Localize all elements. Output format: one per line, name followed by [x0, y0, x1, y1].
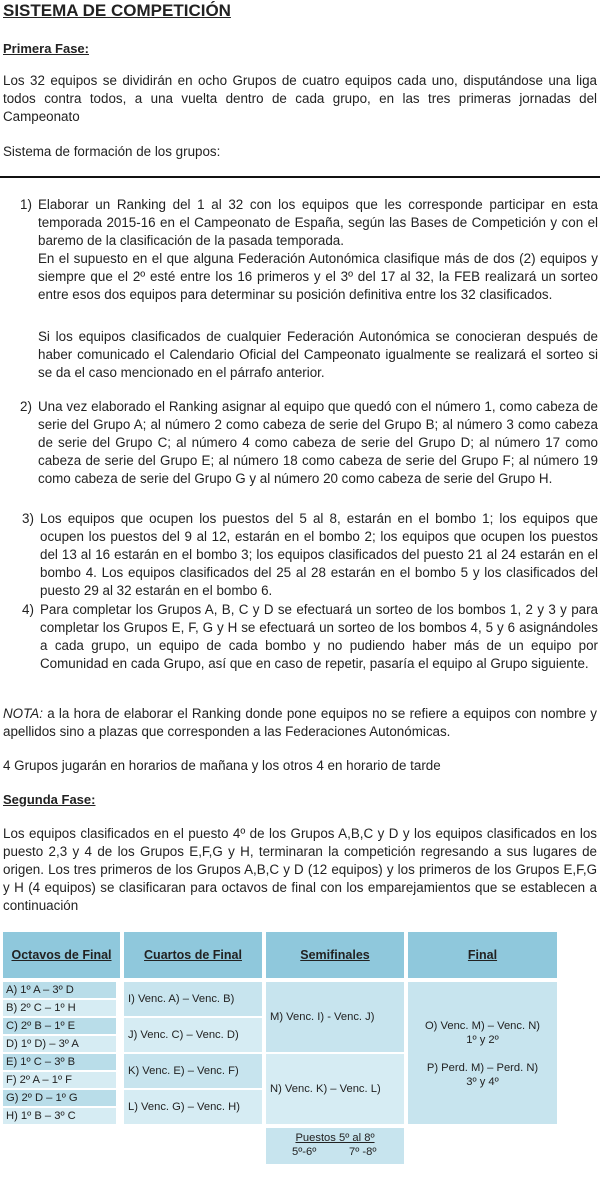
nota-paragraph [3, 705, 597, 741]
final-places-3-4: 3º y 4º [466, 1076, 499, 1088]
octavos-row: F) 2º A – 1º F [3, 1072, 116, 1088]
item-2-para: Una vez elaborado el Ranking asignar al equipo que quedó con el número 1, como cabeza de serie del Grupo A; al número 2 como cabeza de serie del Grupo B; al número 3 como cabeza de serie del Grupo C; al número 4 como cabeza de serie del Grupo D; al número 17 como cabeza de serie del Grupo E; al número 18 como cabeza de serie del Grupo F; al número 19 como cabeza de serie del Grupo G y al número 20 como cabeza de serie del Grupo H. [38, 399, 598, 486]
item-1-para-2: En el supuesto en el que alguna Federación Autonómica clasifique más de dos (2) equipos y siempre que el 2º esté entre los 16 primeros y el 3º del 17 al 32, la FEB realizará un sorteo entre esos dos equipos para determinar su posición definitiva entre los 32 clasificados. [38, 251, 598, 302]
final-match-o: O) Venc. M) – Venc. N) [424, 1020, 541, 1032]
item-4-number: 4) [22, 602, 34, 617]
puestos-5-6: 5º-6º [292, 1146, 317, 1158]
item-3-number: 3) [22, 511, 34, 526]
final-places-1-2: 1º y 2º [466, 1034, 499, 1046]
item-2-number: 2) [20, 399, 32, 414]
header-final: Final [408, 932, 557, 978]
final-match-p: P) Perd. M) – Perd. N) [426, 1062, 539, 1074]
cuartos-cell: L) Venc. G) – Venc. H) [124, 1090, 262, 1124]
cuartos-cell: K) Venc. E) – Venc. F) [124, 1054, 262, 1088]
divider [0, 176, 600, 178]
octavos-row: D) 1º D) – 3º A [3, 1036, 116, 1052]
octavos-row: H) 1º B – 3º C [3, 1108, 116, 1124]
segunda-fase-heading: Segunda Fase: [3, 792, 96, 807]
page-title: SISTEMA DE COMPETICIÓN [3, 1, 231, 20]
primera-fase-heading: Primera Fase: [3, 41, 89, 56]
horarios-text: 4 Grupos jugarán en horarios de mañana y los otros 4 en horario de tarde [3, 758, 441, 773]
cuartos-cell: I) Venc. A) – Venc. B) [124, 982, 262, 1016]
semifinal-cell: N) Venc. K) – Venc. L) [266, 1054, 404, 1124]
sistema-formacion-label: Sistema de formación de los grupos: [3, 144, 221, 159]
puestos-7-8: 7º -8º [349, 1146, 377, 1158]
segunda-fase-text: Los equipos clasificados en el puesto 4º de los Grupos A,B,C y D y los equipos clasificados en los puesto 2,3 y 4 de los Grupos E,F,G y H, terminaran la competición regresando a sus lugares de origen. Los tres primeros de los Grupos A,B,C y D (12 equipos) y los primeros de los Grupos E,F,G y H (4 equipos) se clasificaran para octavos de final con los emparejamientos que se establecen a continuación [3, 826, 597, 913]
item-1-number: 1) [20, 197, 32, 212]
puestos-cell [266, 1128, 404, 1164]
item-3-para: Los equipos que ocupen los puestos del 5 al 8, estarán en el bombo 1; los equipos que ocupen los puestos del 9 al 12, estarán en el bombo 2; los equipos que ocupen los puestos del 13 al 16 estarán en el bombo 3; los equipos clasificados del puesto 21 al 24 estarán en el bombo 4. Los equipos clasificados del 25 al 28 estarán en el bombo 5 y los clasificados del puesto 29 al 32 estarán en el bombo 6. [40, 511, 598, 598]
octavos-row: E) 1º C – 3º B [3, 1054, 116, 1070]
item-1-para-3: Si los equipos clasificados de cualquier Federación Autonómica se conocieran después de haber comunicado el Calendario Oficial del Campeonato igualmente se realizará el sorteo si se da el caso mencionado en el párrafo anterior. [38, 329, 598, 380]
header-octavos: Octavos de Final [3, 932, 120, 978]
cuartos-cell: J) Venc. C) – Venc. D) [124, 1018, 262, 1052]
octavos-row: A) 1º A – 3º D [3, 982, 116, 998]
octavos-row: G) 2º D – 1º G [3, 1090, 116, 1106]
final-cell [408, 982, 557, 1124]
primera-fase-intro: Los 32 equipos se dividirán en ocho Grupos de cuatro equipos cada uno, disputándose una liga todos contra todos, a una vuelta dentro de cada grupo, en las tres primeras jornadas del Campeonato [3, 73, 597, 124]
octavos-row: B) 2º C – 1º H [3, 1000, 116, 1016]
item-4-para: Para completar los Grupos A, B, C y D se efectuará un sorteo de los bombos 1, 2 y 3 y para completar los Grupos E, F, G y H se efectuará un sorteo de los bombos 4, 5 y 6 asignándoles a cada grupo, un equipo de cada bombo y no pudiendo haber más de un equipo por Comunidad en cada Grupo, así que en caso de repetir, pasaría el equipo al Grupo siguiente. [40, 602, 598, 671]
header-semifinales: Semifinales [266, 932, 404, 978]
semifinal-cell: M) Venc. I) - Venc. J) [266, 982, 404, 1052]
nota-label: NOTA: [3, 706, 43, 721]
octavos-row: C) 2º B – 1º E [3, 1018, 116, 1034]
item-1-para-1: Elaborar un Ranking del 1 al 32 con los equipos que les corresponde participar en esta temporada 2015-16 en el Campeonato de España, según las Bases de Competición y con el baremo de la clasificación de la pasada temporada. [38, 197, 598, 248]
header-cuartos: Cuartos de Final [124, 932, 262, 978]
nota-text: a la hora de elaborar el Ranking donde pone equipos no se refiere a equipos con nombre y apellidos sino a plazas que corresponden a las Federaciones Autonómicas. [3, 706, 597, 739]
puestos-title: Puestos 5º al 8º [295, 1132, 375, 1144]
